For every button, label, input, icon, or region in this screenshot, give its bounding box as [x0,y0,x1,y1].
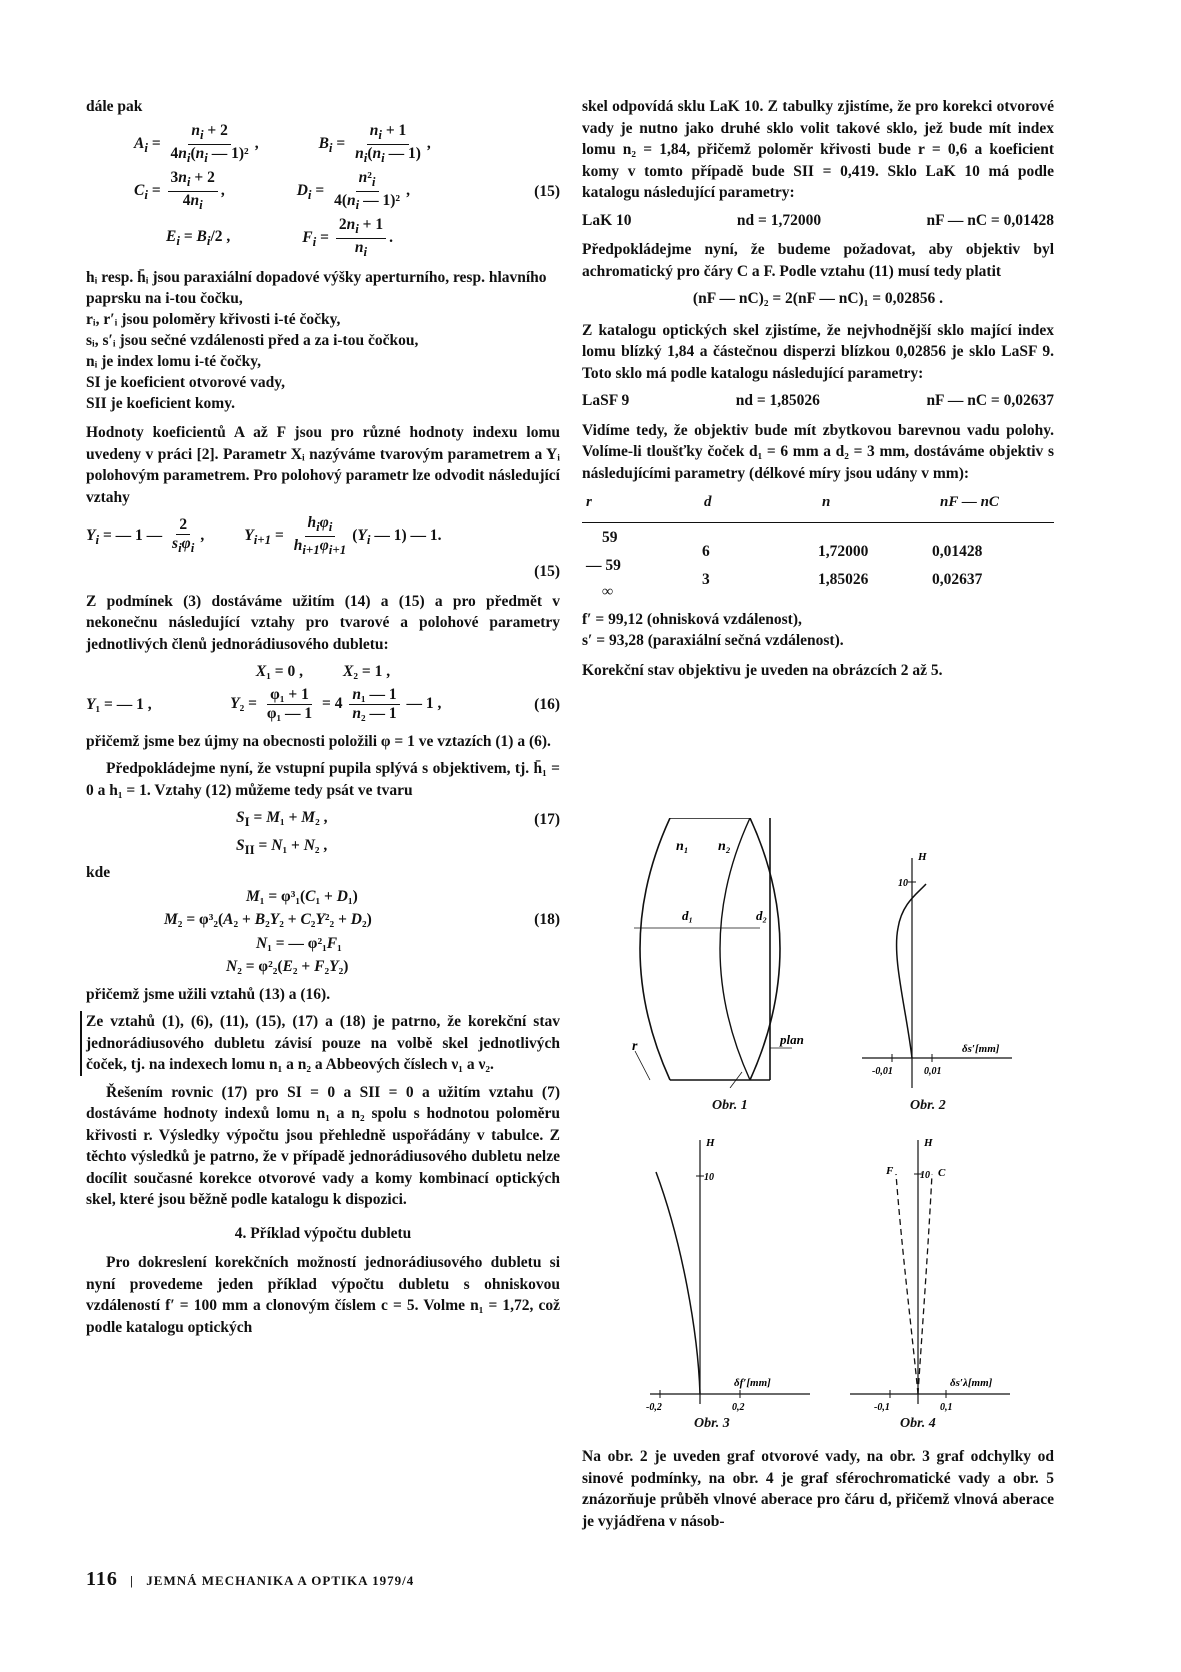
d2-label: d₂ [756,908,768,923]
definition-item: rᵢ, r′ᵢ jsou poloměry křivosti i-té čočky, [86,311,341,329]
paragraph: Předpokládejme nyní, že vstupní pupila splývá s objektivem, tj. h̄₁ = 0 a h₁ = 1. Vztahy (12) můžeme tedy psát ve tvaru [86,760,560,799]
series-label-f: F [886,1165,894,1177]
table-cell: 1,85026 [818,570,869,588]
intro-text: dále pak [86,98,143,115]
r-label: r [632,1039,638,1054]
axis-label-h: H [918,851,927,863]
definitions-list [86,267,560,414]
paragraph: Na obr. 2 je uveden graf otvorové vady, na obr. 3 graf odchylky od sinové podmínky, na obr. 4 je graf sférochromatické vady a obr. 5 znázorňuje průběh vlnové aberace pro čáru d, přičemž vlnová aberace je vyjádřena v násob- [582,1448,1054,1530]
table-cell: 6 [702,542,710,560]
plan-label: plan [780,1032,804,1047]
series-label-c: C [938,1167,946,1179]
paragraph: Vidíme tedy, že objektiv bude mít zbytkovou barevnou vadu polohy. Volíme-li tloušťky čoček d₁ = 6 mm a d₂ = 3 mm, dostáváme objektiv s následujícími parametry (délkové míry jsou udány v mm): [582,421,1054,482]
lens-parameter-table [582,490,1054,603]
tick-label: -0,01 [872,1066,893,1077]
page-number: 116 [86,1568,118,1590]
paragraph: Předpokládejme nyní, že budeme požadovat, aby objektiv byl achromatický pro čáry C a F. Podle vztahu (11) musí tedy platit [582,241,1054,280]
figure-3-caption: Obr. 3 [694,1416,730,1431]
table-header: nF — nC [936,490,1054,522]
table-header: r [582,490,700,522]
glass-name: LaK 10 [582,211,632,229]
figure-2-spherical-aberration [862,848,1012,1088]
tick-label: 0,1 [940,1402,953,1413]
equation-15: $A_i$ = $\frac{n_i + 2}{4n_i(n_i — 1)^2}$ , $B_i$ = $\frac{n_i + 1}{n_i(n_i — 1)}$ , $C_i$ = $\frac{3n_i + 2}{4n_i}$ , $D_i$ = $\frac{n^2_i}{4(n_i — 1)^2}$ , (15) $E_i = B_i/2$ , $F_i$ = $\frac{2n_i + 1}{n_i}$ . [134,121,560,260]
paragraph: Pro dokreslení korekčních možností jednorádiusového dubletu si nyní provedeme jeden příklad výpočtu dubletu s ohniskovou vzdáleností f′ = 100 mm a clonovým číslem c = 5. Volme n₁ = 1,72, což podle katalogu optických [86,1254,560,1336]
table-cell: ∞ [602,582,614,600]
figure-1-lens-diagram [630,818,820,1088]
axis-label-h: H [924,1137,933,1149]
closing-paragraph [582,1446,1054,1538]
figure-3-sine-condition [640,1132,820,1414]
equation-number: (15) [534,563,560,581]
tick-label: 0,01 [924,1066,942,1077]
paragraph: Korekční stav objektivu je uveden na obrázcích 2 až 5. [582,661,943,679]
table-cell: — 59 [586,556,621,574]
tick-label: -0,1 [874,1402,890,1413]
n1-label: n₁ [676,839,689,854]
paragraph: Řešením rovnic (17) pro SI = 0 a SII = 0 a užitím vztahu (7) dostáváme hodnoty indexů lomu n₁ a n₂ spolu s hodnotou poloměru křivosti r. Výsledky výpočtu jsou přehledně uspořádány v tabulce. Z těchto výsledků je patrno, že v případě jednorádiusového dubletu nelze docílit současné korekce otvorové vady a komy kombinací optických skel, které jsou běžně podle katalogu k dispozici. [86,1083,560,1209]
table-cell: 1,72000 [818,542,869,560]
tick-label: 10 [920,1170,930,1181]
tick-label: 0,2 [732,1402,745,1413]
paragraph: Z katalogu optických skel zjistíme, že nejvhodnější sklo mající index lomu blízký 1,84 a částečnou disperzi blízkou 0,02856 je sklo LaSF 9. Toto sklo má podle katalogu následující parametry: [582,321,1054,382]
figure-4-spherochromatic [840,1132,1015,1414]
paragraph: přičemž jsme užili vztahů (13) a (16). [86,985,331,1003]
glass-nd: nd = 1,72000 [736,211,822,229]
definition-item: hᵢ resp. h̄ᵢ jsou paraxiální dopadové výšky aperturního, resp. hlavního paprsku na i-tou čočku, [86,269,547,308]
achromat-equation: (nF — nC)₂ = 2(nF — nC)₁ = 0,02856 . [692,290,944,307]
equation-number: (15) [534,182,560,200]
axis-label-h: H [706,1137,715,1149]
table-cell: 0,02637 [932,570,983,588]
x-axis-label: δf′[mm] [734,1377,771,1389]
x-axis-label: δs′[mm] [962,1043,1000,1055]
focal-length-line: f′ = 99,12 (ohnisková vzdálenost), [582,610,802,628]
journal-name: JEMNÁ MECHANIKA A OPTIKA 1979/4 [146,1573,415,1588]
paragraph: Ze vztahů (1), (6), (11), (15), (17) a (18) je patrno, že korekční stav jednorádiusového dubletu závisí pouze na volbě skel jednotlivých čoček, tj. na indexech lomu n₁ a n₂ a Abbeových číslech ν₁ a ν₂. [80,1011,560,1076]
paragraph: skel odpovídá sklu LaK 10. Z tabulky zjistíme, že pro korekci otvorové vady je nutno jako druhé sklo volit takové sklo, jež bude mít index lomu n₂ = 1,84, přičemž poloměr křivosti bude r = 0,6 a koeficient komy v tomto případě bude SII = 0,419. Sklo LaK 10 má podle katalogu následující parametry: [582,98,1054,201]
table-header: d [700,490,818,522]
table-cell: 0,01428 [932,542,983,560]
left-column [86,96,560,1344]
equation-number: (18) [534,911,560,929]
n2-label: n₂ [718,839,731,854]
tick-label: 10 [898,878,908,889]
equation-15b: $Y_i$ = — 1 — $\frac{2}{s_i\varphi_i}$ , $Y_{i+1}$ = $\frac{h_i\varphi_i}{h_{i+1}\varphi_{i+1}}$ ($Y_i$ — 1) — 1. (15) [86,514,560,583]
back-focal-line: s′ = 93,28 (paraxiální sečná vzdálenost). [582,632,844,649]
equation-17: $S_I = M_1 + M_2$ , (17) $S_{II} = N_1 + N_2$ , [236,809,560,857]
definition-item: sᵢ, s′ᵢ jsou sečné vzdálenosti před a za i-tou čočkou, [86,332,419,350]
x-axis-label: δs′λ[mm] [950,1377,993,1389]
equation-16: X₁ = 0 , X₂ = 1 , Y₁ = — 1 , Y₂ = $\frac{\text{φ₁ + 1}}{\text{φ₁ — 1}}$ = 4 $\frac{\text{n₁ — 1}}{\text{n₂ — 1}}$ — 1 , (16) [86,663,560,722]
glass-lasf9-params [582,390,1054,412]
definition-item: nᵢ je index lomu i-té čočky, [86,353,261,371]
figure-2-caption: Obr. 2 [910,1098,946,1113]
equation-18: M₁ = φ³₁(C₁ + D₁) M₂ = φ³₂(A₂ + B₂Y₂ + C₂Y²₂ + D₂) (18) N₁ = — φ²₁F₁ N₂ = φ²₂(E₂ + F₂Y₂) [164,887,560,976]
glass-nd: nd = 1,85026 [735,392,820,409]
tick-label: -0,2 [646,1402,662,1413]
tick-label: 10 [704,1172,714,1183]
glass-dispersion: nF — nC = 0,02637 [926,392,1054,409]
right-column [582,96,1054,687]
section-heading: 4. Příklad výpočtu dubletu [234,1224,412,1242]
table-header: n [818,490,936,522]
kde-label: kde [86,864,111,882]
glass-lak10-params [582,210,1054,232]
figure-4-caption: Obr. 4 [900,1416,936,1431]
equation-number: (17) [534,811,560,829]
paragraph: Hodnoty koeficientů A až F jsou pro různé hodnoty indexu lomu uvedeny v práci [2]. Parametr Xᵢ nazýváme tvarovým parametrem a Yᵢ polohovým parametrem. Pro polohový parametr lze odvodit následující vztahy [86,424,560,506]
figure-1-caption: Obr. 1 [712,1098,748,1113]
table-cell: 3 [702,570,710,588]
table-cell: 59 [602,528,618,546]
definition-item: SII je koeficient komy. [86,395,235,413]
paragraph: přičemž jsme bez újmy na obecnosti položili φ = 1 ve vztazích (1) a (6). [86,732,551,750]
glass-dispersion: nF — nC = 0,01428 [926,211,1054,229]
page-footer: 116 | JEMNÁ MECHANIKA A OPTIKA 1979/4 [86,1568,415,1590]
equation-number: (16) [534,695,560,713]
d1-label: d₁ [682,908,694,923]
glass-name: LaSF 9 [582,392,630,409]
definition-item: SI je koeficient otvorové vady, [86,374,286,392]
paragraph: Z podmínek (3) dostáváme užitím (14) a (15) a pro předmět v nekonečnu následující vztahy pro tvarové a polohové parametry jednotlivých členů jednorádiusového dubletu: [86,592,560,653]
